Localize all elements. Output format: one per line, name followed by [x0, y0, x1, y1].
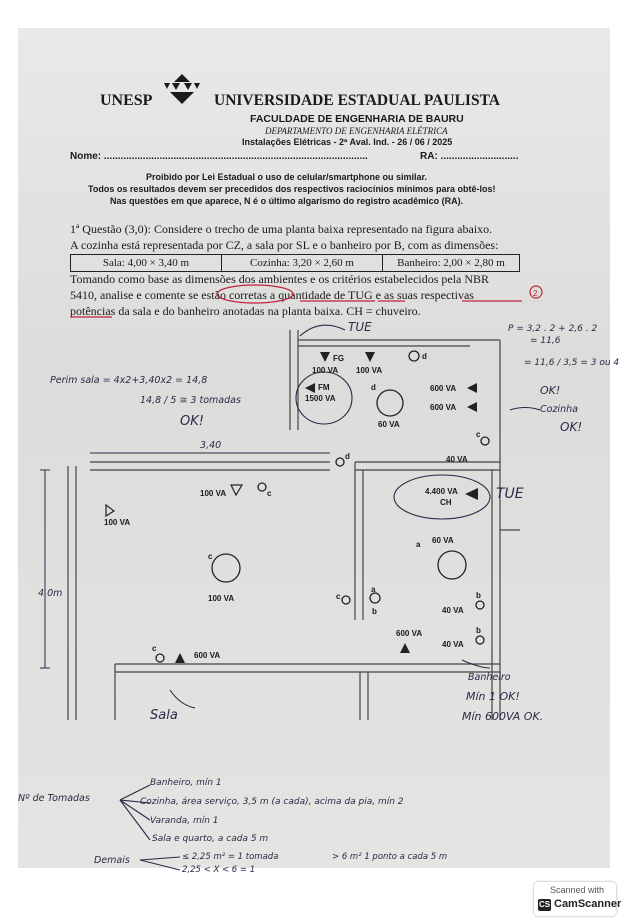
unesp-label: UNESP [100, 92, 153, 109]
plan-600va-1: 600 VA [430, 384, 457, 393]
plan-b1: b [372, 607, 377, 616]
hw-dm-3: > 6 m² 1 ponto a cada 5 m [332, 852, 448, 862]
dim-banheiro: Banheiro: 2,00 × 2,80 m [397, 257, 505, 269]
plan-b3: b [476, 626, 481, 635]
plan-40va-w1: 40 VA [442, 606, 464, 615]
plan-600va-s: 600 VA [194, 651, 221, 660]
hw-dim-40: 4.0m [38, 588, 63, 599]
rule-3: Nas questões em que aparece, N é o último algarismo do registro acadêmico (RA). [110, 196, 464, 206]
hw-dm-2: 2,25 < X < 6 = 1 [182, 865, 256, 875]
plan-c2: c [267, 489, 272, 498]
plan-600va-2: 600 VA [430, 403, 457, 412]
question-line-1: 1ª Questão (3,0): Considere o trecho de uma planta baixa representado na figura abaixo. [70, 222, 493, 236]
plan-40va-k: 40 VA [446, 455, 468, 464]
plan-c3: c [208, 552, 213, 561]
hw-tb-banheiro: Banheiro, mín 1 [150, 778, 222, 788]
plan-60va-2: 60 VA [432, 536, 454, 545]
question-line-3: Tomando como base as dimensões dos ambientes e os critérios estabelecidos pela NBR [70, 272, 490, 286]
plan-d2: d [345, 452, 350, 461]
plan-c4: c [336, 592, 341, 601]
plan-100va-1: 100 VA [312, 366, 339, 375]
plan-ch-va: 4.400 VA [425, 487, 458, 496]
hw-banheiro: Banheiro [468, 672, 511, 683]
hw-ban-min1: Mín 1 OK! [466, 690, 520, 703]
plan-a1: a [416, 540, 421, 549]
hw-calc-p2: = 11,6 [530, 336, 561, 346]
svg-text:2: 2 [533, 289, 538, 298]
question-line-5: potências da sala e do banheiro anotadas na planta baixa. CH = chuveiro. [70, 304, 421, 318]
rule-2: Todos os resultados devem ser precedidos dos respectivos raciocínios mínimos para obtê-los! [88, 184, 496, 194]
plan-fm-va: 1500 VA [305, 394, 336, 403]
question-line-2: A cozinha está representada por CZ, a sala por SL e o banheiro por B, com as dimensões: [70, 238, 499, 252]
hw-cozinha: Cozinha [540, 404, 578, 415]
plan-d1: d [371, 383, 376, 392]
hw-ban-min600: Mín 600VA OK. [462, 710, 544, 723]
plan-60va-1: 60 VA [378, 420, 400, 429]
hw-calc-ok: OK! [540, 384, 561, 397]
university-name: UNIVERSIDADE ESTADUAL PAULISTA [214, 92, 500, 109]
hw-calc-p1: P = 3,2 . 2 + 2,6 . 2 [508, 324, 598, 334]
plan-600va-w: 600 VA [396, 629, 423, 638]
hw-tb-cozinha: Cozinha, área serviço, 3,5 m (a cada), acima da pia, mín 2 [140, 797, 404, 807]
hw-tb-sala: Sala e quarto, a cada 5 m [152, 834, 269, 844]
camscanner-icon: CS [538, 900, 551, 909]
hw-num-tomadas: Nº de Tomadas [18, 793, 90, 804]
rule-1: Proibido por Lei Estadual o uso de celular/smartphone ou similar. [146, 172, 428, 182]
hw-tb-varanda: Varanda, mín 1 [150, 816, 219, 826]
plan-b2: b [476, 591, 481, 600]
hw-tue-top: TUE [348, 320, 372, 334]
camscanner-label: CamScanner [554, 898, 622, 910]
hw-tue-mid: TUE [496, 486, 524, 502]
ra-field: RA: ............................ [420, 151, 519, 162]
scanned-with-label: Scanned with [550, 885, 605, 895]
plan-c-k: c [476, 430, 481, 439]
plan-100va-4: 100 VA [104, 518, 131, 527]
plan-100va-2: 100 VA [356, 366, 383, 375]
hw-ok-sala: OK! [180, 414, 204, 429]
hw-calc-sala: 14,8 / 5 ≅ 3 tomadas [140, 395, 241, 406]
hw-calc-p3: = 11,6 / 3,5 = 3 ou 4 [524, 358, 620, 368]
hw-perim-sala: Perim sala = 4x2+3,40x2 = 14,8 [50, 375, 208, 386]
plan-40va-w2: 40 VA [442, 640, 464, 649]
camscanner-badge [534, 882, 622, 916]
plan-100va-3: 100 VA [200, 489, 227, 498]
plan-100va-5: 100 VA [208, 594, 235, 603]
plan-a2: a [371, 585, 376, 594]
department-name: DEPARTAMENTO DE ENGENHARIA ELÉTRICA [265, 126, 448, 136]
course-title: Instalações Elétricas - 2ª Aval. Ind. - 26 / 06 / 2025 [242, 137, 453, 147]
plan-ch: CH [440, 498, 452, 507]
hw-dim-340: 3,40 [200, 440, 222, 451]
plan-fg: FG [333, 354, 345, 363]
hw-demais: Demais [94, 855, 130, 866]
name-field: Nome: ............................................................................................... [70, 151, 368, 162]
dim-sala: Sala: 4,00 × 3,40 m [71, 255, 222, 271]
hw-sala: Sala [150, 708, 178, 723]
question-line-4: 5410, analise e comente se estão corretas a quantidade de TUG e as suas respectivas [70, 288, 474, 302]
plan-d-top: d [422, 352, 427, 361]
plan-c5: c [152, 644, 157, 653]
plan-fm: FM [318, 383, 330, 392]
hw-cozinha-ok: OK! [560, 420, 583, 434]
faculty-name: FACULDADE DE ENGENHARIA DE BAURU [250, 113, 464, 125]
hw-dm-1: ≤ 2,25 m² = 1 tomada [182, 852, 279, 862]
dim-cozinha: Cozinha: 3,20 × 2,60 m [222, 255, 383, 271]
